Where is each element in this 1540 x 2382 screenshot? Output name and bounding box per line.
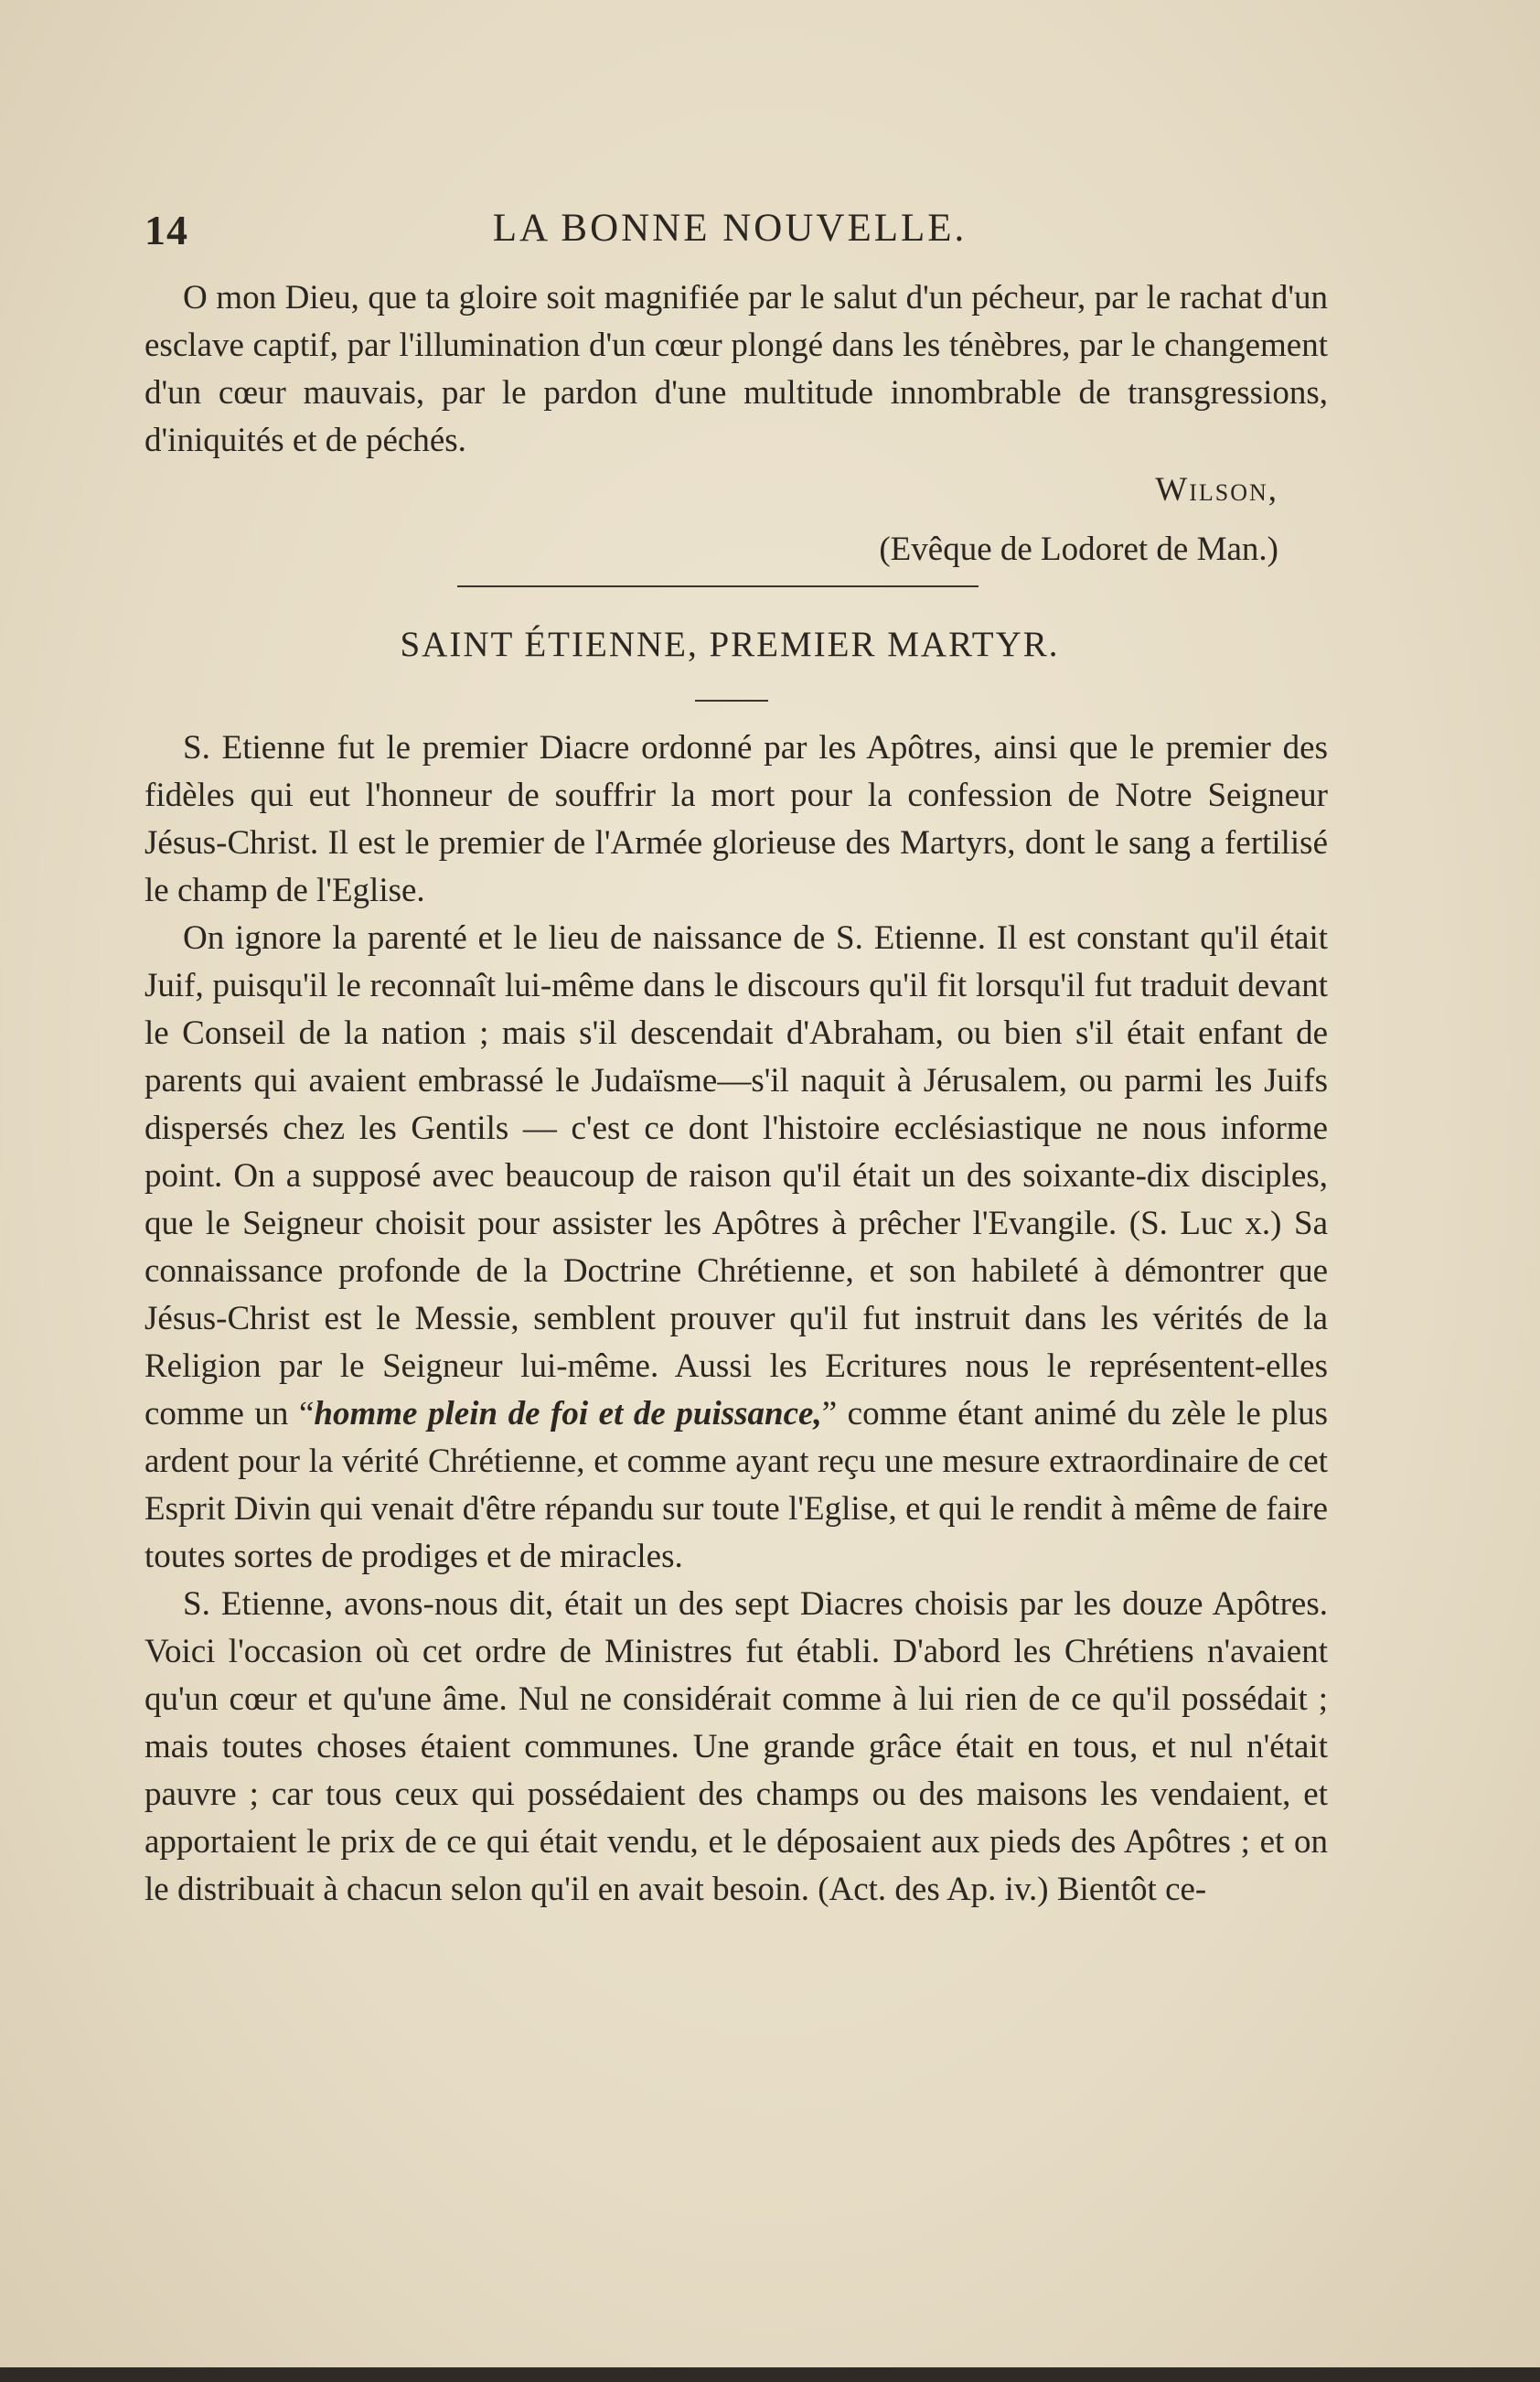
signature-author: Wilson,	[1155, 471, 1278, 509]
paragraph-2-part-a: On ignore la parenté et le lieu de naissance de S. Etienne. Il est constant qu'il était Juif, puisqu'il le reconnaît lui-même dans le discours qu'il fit lorsqu'il fut traduit devant le Conseil de la nation ; mais s'il descendait d'Abraham, ou bien s'il était enfant de parents qui avaient embrassé le Judaïsme—s'il naquit à Jérusalem, ou parmi les Juifs dispersés chez les Gentils — c'est ce dont l'histoire ecclésiastique ne nous informe point. On a supposé avec beaucoup de raison qu'il était un des soixante-dix disciples, que le Seigneur choisit pour assister les Apôtres à prêcher l'Evangile. (S. Luc x.) Sa connaissance profonde de la Doctrine Chrétienne, et son habileté à démontrer que Jésus-Christ est le Messie, semblent prouver qu'il fut instruit dans les vérités de la Religion par le Seigneur lui-même. Aussi les Ecritures nous le représentent-elles comme un “	[144, 919, 1328, 1432]
paragraph-2-italic-quote: homme plein de foi et de puissance,	[314, 1395, 822, 1432]
signature-author-title: (Evêque de Lodoret de Man.)	[879, 531, 1278, 568]
paragraph-2	[144, 915, 1328, 1581]
prayer-paragraph: O mon Dieu, que ta gloire soit magnifiée par le salut d'un pécheur, par le rachat d'un esclave captif, par l'illumination d'un cœur plongé dans les ténèbres, par le changement d'un cœur mauvais, par le pardon d'une multitude innombrable de transgressions, d'iniquités et de péchés.	[144, 279, 1328, 459]
paragraph-1: S. Etienne fut le premier Diacre ordonné par les Apôtres, ainsi que le premier des fidèles qui eut l'honneur de souffrir la mort pour la confession de Notre Seigneur Jésus-Christ. Il est le premier de l'Armée glorieuse des Martyrs, dont le sang a fertilisé le champ de l'Eglise.	[144, 729, 1328, 909]
page-number: 14	[144, 207, 188, 253]
article-text-block	[144, 724, 1328, 1914]
scan-bottom-edge	[0, 2367, 1540, 2382]
paragraph-2-part-b: ” comme étant animé du zèle le plus ardent pour la vérité Chrétienne, et comme ayant reçu une mesure extraordinaire de cet Esprit Divin qui venait d'être répandu sur toute l'Eglise, et qui le rendit à même de faire toutes sortes de prodiges et de miracles.	[144, 1395, 1328, 1575]
paragraph-3: S. Etienne, avons-nous dit, était un des sept Diacres choisis par les douze Apôtres. Voici l'occasion où cet ordre de Ministres fut établi. D'abord les Chrétiens n'avaient qu'un cœur et qu'une âme. Nul ne considérait comme à lui rien de ce qu'il possédait ; mais toutes choses étaient communes. Une grande grâce était en tous, et nul n'était pauvre ; car tous ceux qui possédaient des champs ou des maisons les vendaient, et apportaient le prix de ce qui était vendu, et le déposaient aux pieds des Apôtres ; et on le distribuait à chacun selon qu'il en avait besoin. (Act. des Ap. iv.) Bientôt ce-	[144, 1585, 1328, 1908]
section-divider-rule	[457, 585, 979, 587]
page-header	[144, 206, 1315, 261]
running-title: LA BONNE NOUVELLE.	[492, 207, 968, 250]
section-title: SAINT ÉTIENNE, PREMIER MARTYR.	[400, 625, 1060, 664]
title-underline-rule	[695, 700, 768, 702]
prayer-text-block	[144, 274, 1328, 465]
